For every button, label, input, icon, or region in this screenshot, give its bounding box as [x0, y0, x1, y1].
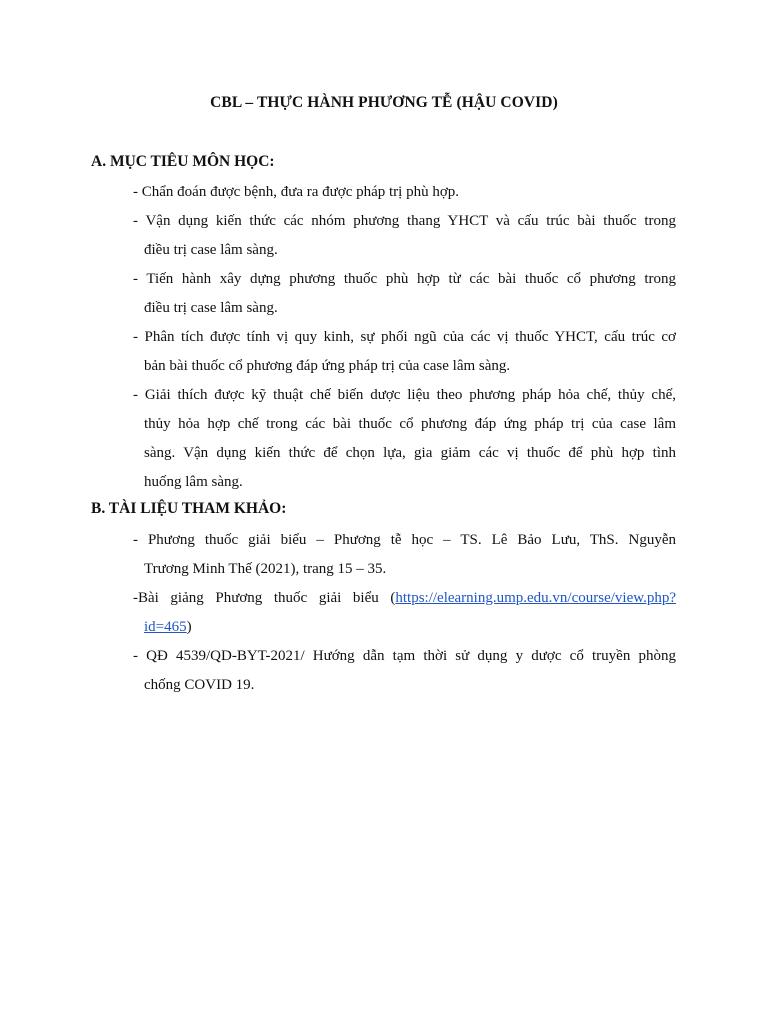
reference-item-2	[133, 584, 676, 642]
reference-item-3-line-1: - QĐ 4539/QD-BYT-2021/ Hướng dẫn tạm thời sử dụng y dược cổ truyền phòng	[133, 648, 676, 664]
objective-item-2-line-2: điều trị case lâm sàng.	[144, 242, 278, 258]
objective-item-3	[133, 265, 676, 323]
objective-item-3-line-1: - Tiến hành xây dựng phương thuốc phù hợp từ các bài thuốc cổ phương trong	[133, 271, 676, 287]
reference-item-1-line-2: Trương Minh Thế (2021), trang 15 – 35.	[144, 561, 387, 577]
objective-item-5	[133, 381, 676, 497]
reference-item-3	[133, 642, 676, 700]
reference-item-1	[133, 526, 676, 584]
section-a-heading: A. MỤC TIÊU MÔN HỌC:	[91, 153, 275, 170]
reference-item-3-line-2: chống COVID 19.	[144, 677, 255, 693]
objective-item-4-line-2: bản bài thuốc cổ phương đáp ứng pháp trị của case lâm sàng.	[144, 358, 511, 374]
reference-item-2-suffix: )	[186, 619, 192, 635]
objective-item-4	[133, 323, 676, 381]
objective-item-3-line-2: điều trị case lâm sàng.	[144, 300, 278, 316]
lecture-link-continued[interactable]: id=465	[144, 619, 187, 635]
objective-item-5-line-3: sàng. Vận dụng kiến thức để chọn lựa, gia giảm các vị thuốc để phù hợp tình	[144, 445, 676, 461]
document-title: CBL – THỰC HÀNH PHƯƠNG TỄ (HẬU COVID)	[210, 94, 558, 111]
reference-item-1-line-1: - Phương thuốc giải biểu – Phương tễ học – TS. Lê Bảo Lưu, ThS. Nguyễn	[133, 532, 676, 548]
objective-item-2	[133, 207, 676, 265]
reference-item-2-line-2	[133, 613, 676, 642]
objective-item-1-line-1: - Chẩn đoán được bệnh, đưa ra được pháp trị phù hợp.	[133, 184, 460, 200]
objective-item-5-line-1: - Giải thích được kỹ thuật chế biến dược liệu theo phương pháp hỏa chế, thủy chế,	[133, 387, 676, 403]
objective-item-1	[133, 178, 676, 207]
lecture-link[interactable]: https://elearning.ump.edu.vn/course/view.php?	[395, 590, 676, 606]
objective-item-2-line-1: - Vận dụng kiến thức các nhóm phương thang YHCT và cấu trúc bài thuốc trong	[133, 213, 676, 229]
objective-item-5-line-2: thủy hỏa hợp chế trong các bài thuốc cổ phương đáp ứng pháp trị của case lâm	[144, 416, 676, 432]
section-b-heading: B. TÀI LIỆU THAM KHẢO:	[91, 500, 287, 517]
reference-item-2-line-1	[133, 584, 676, 613]
objective-item-4-line-1: - Phân tích được tính vị quy kinh, sự phối ngũ của các vị thuốc YHCT, cấu trúc cơ	[133, 329, 676, 345]
objective-item-5-line-4: huống lâm sàng.	[144, 474, 243, 490]
reference-item-2-prefix: -Bài giảng Phương thuốc giải biểu (	[133, 590, 396, 606]
